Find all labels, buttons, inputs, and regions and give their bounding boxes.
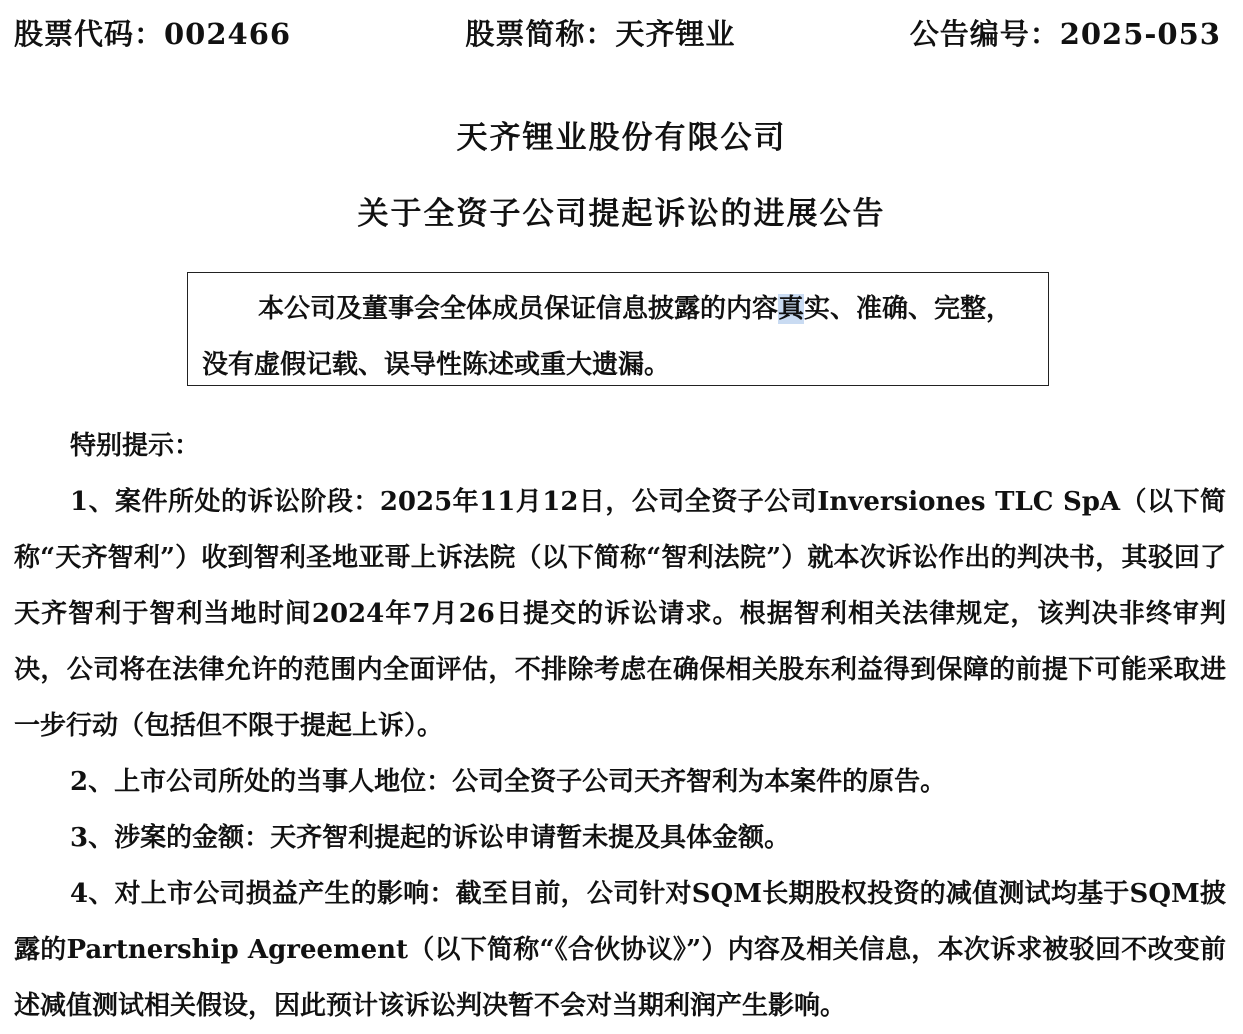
announcement-number: 公告编号：2025-053 (909, 16, 1221, 51)
tip-item-2: 2、上市公司所处的当事人地位：公司全资子公司天齐智利为本案件的原告。 (70, 767, 947, 797)
tip-item-1: 1、案件所处的诉讼阶段：2025年11月12日，公司全资子公司Inversiones TLC SpA（以下简称“天齐智利”）收到智利圣地亚哥上诉法院（以下简称“智利法院”）就本次诉讼作出的判决书，其驳回了天齐智利于智利当地时间2024年7月26日提交的诉讼请求。根据智利相关法律规定，该判决非终审判决，公司将在法律允许的范围内全面评估，不排除考虑在确保相关股东利益得到保障的前提下可能采取进一步行动（包括但不限于提起上诉）。 (14, 487, 1226, 741)
text-selection-highlight[interactable]: 真 (778, 294, 805, 324)
document-header (14, 12, 1221, 52)
disclosure-statement-box (187, 272, 1049, 386)
tip-item-4: 4、对上市公司损益产生的影响：截至目前，公司针对SQM长期股权投资的减值测试均基于SQM披露的Partnership Agreement（以下简称“《合伙协议》”）内容及相关信息，本次诉求被驳回不改变前述减值测试相关假设，因此预计该诉讼判决暂不会对当期利润产生影响。 (14, 879, 1226, 1021)
stock-code: 股票代码：002466 (14, 16, 292, 51)
stock-name: 股票简称：天齐锂业 (465, 16, 736, 51)
disclosure-text-before: 本公司及董事会全体成员保证信息披露的内容 (258, 294, 779, 324)
disclosure-text-after: 实、准确、完整，没有虚假记载、误导性陈述或重大遗漏。 (202, 294, 1013, 380)
tip-item-3: 3、涉案的金额：天齐智利提起的诉讼申请暂未提及具体金额。 (70, 823, 791, 853)
company-title: 天齐锂业股份有限公司 (456, 120, 787, 156)
disclosure-statement (202, 281, 1036, 393)
announcement-subject: 关于全资子公司提起诉讼的进展公告 (357, 196, 886, 232)
special-tips-heading: 特别提示： (70, 431, 201, 461)
announcement-body (14, 418, 1226, 1034)
